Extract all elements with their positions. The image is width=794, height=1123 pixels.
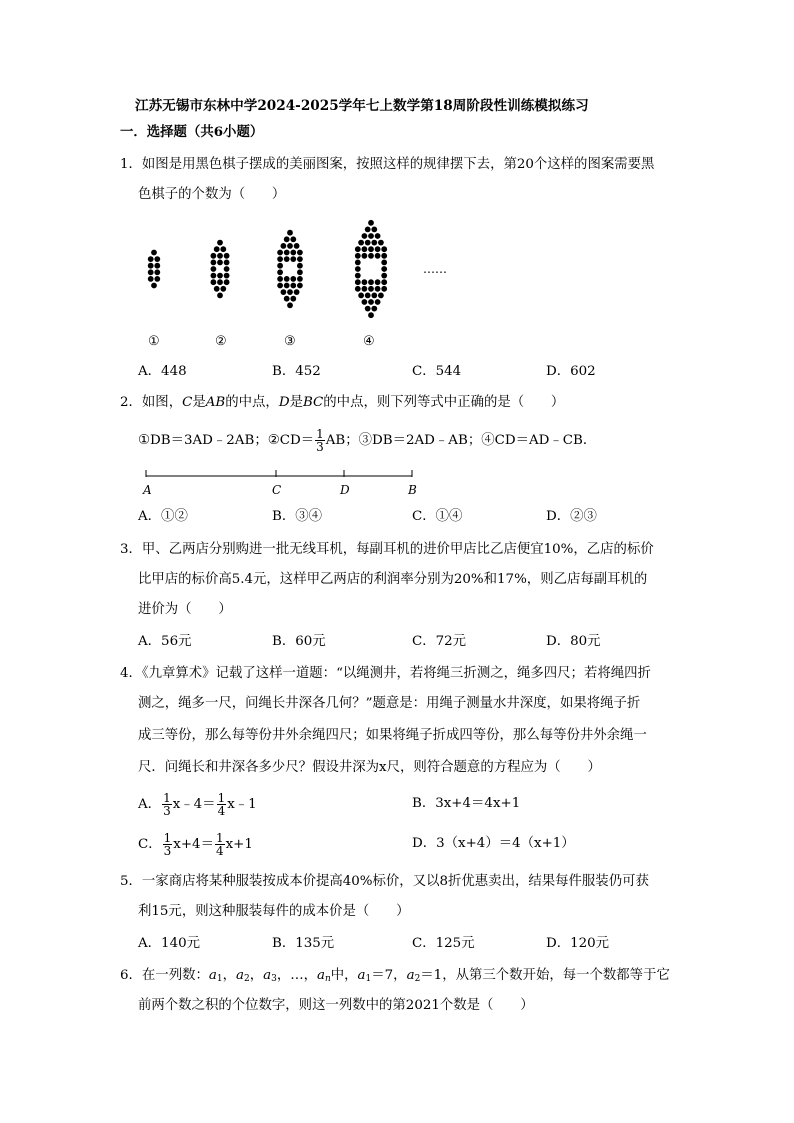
comma: ， — [222, 968, 236, 983]
chess-piece-dot — [277, 276, 283, 282]
q2-point-d: D — [278, 395, 290, 410]
q5-option-c: C．125元 — [412, 936, 475, 951]
chess-piece-dot — [375, 286, 381, 292]
chess-piece-dot — [290, 283, 296, 289]
q2-line-figure — [140, 464, 430, 500]
q2-part: 的中点， — [225, 395, 279, 410]
chess-piece-dot — [368, 220, 374, 226]
q2-option-b: B．③④ — [272, 509, 323, 524]
point-label-c: C — [272, 483, 282, 497]
page-title: 江苏无锡市东林中学2024-2025学年七上数学第18周阶段性训练模拟练习 — [135, 98, 589, 114]
chess-piece-dot — [355, 279, 361, 285]
q4-a-frac2 — [217, 792, 227, 817]
q2-segment-ab: AB — [205, 395, 226, 410]
chess-piece-dot — [375, 279, 381, 285]
chess-piece-dot — [290, 296, 296, 302]
chess-piece-dot — [154, 276, 160, 282]
q2-option-d: D．②③ — [546, 509, 597, 524]
chess-piece-dot — [214, 246, 220, 252]
chess-piece-dot — [284, 283, 290, 289]
sub-1: 1 — [216, 974, 223, 984]
chess-piece-dot — [375, 246, 381, 252]
q3-option-b: B．60元 — [272, 634, 326, 649]
chess-piece-dot — [224, 266, 230, 272]
chess-piece-dot — [287, 302, 293, 308]
comma: ， — [276, 968, 291, 983]
frac-denominator: 3 — [163, 844, 172, 858]
sub-2: 2 — [243, 974, 250, 984]
fig-label-4: ④ — [363, 334, 375, 349]
frac-denominator: 3 — [316, 440, 324, 454]
opt-mid: x+4＝ — [173, 837, 214, 852]
frac-numerator: 1 — [215, 831, 224, 845]
q5-option-b: B．135元 — [272, 936, 335, 951]
chess-piece-dot — [217, 253, 223, 259]
fig-label-1: ① — [148, 334, 160, 349]
chess-piece-dot — [224, 273, 230, 279]
chess-piece-dot — [381, 260, 387, 266]
q2-option-a: A．①② — [138, 509, 188, 524]
chess-piece-dot — [375, 253, 381, 259]
q1-option-c: C．544 — [412, 364, 462, 379]
q6-part: 6．在一列数： — [120, 968, 209, 983]
chess-piece-dot — [381, 279, 387, 285]
chess-piece-dot — [297, 263, 303, 269]
q2-point-c: C — [182, 395, 193, 410]
chess-piece-dot — [297, 283, 303, 289]
q2-part: 2．如图， — [120, 395, 183, 410]
frac-numerator: 1 — [163, 791, 171, 805]
chess-piece-dot — [224, 279, 230, 285]
chess-piece-dot — [220, 246, 226, 252]
q1-option-a: A．448 — [138, 364, 187, 379]
chess-piece-dot — [148, 276, 154, 282]
chess-piece-dot — [154, 256, 160, 262]
q4-text-line2: 测之，绳多一尺，问绳长井深各几何？”题意是：用绳子测量水井深度，如果将绳子折 — [138, 696, 641, 711]
chess-piece-dot — [365, 240, 371, 246]
chess-piece-dot — [381, 273, 387, 279]
chess-piece-dot — [224, 253, 230, 259]
chess-piece-dot — [277, 250, 283, 256]
q5-option-d: D．120元 — [546, 936, 610, 951]
point-label-d: D — [340, 483, 350, 497]
chess-piece-dot — [281, 289, 287, 295]
frac-numerator: 1 — [163, 831, 172, 845]
q3-option-c: C．72元 — [412, 634, 467, 649]
chess-piece-dot — [355, 246, 361, 252]
chess-piece-dot — [371, 227, 377, 233]
chess-piece-dot — [381, 246, 387, 252]
q3-option-a: A．56元 — [138, 634, 192, 649]
chess-piece-dot — [151, 250, 157, 256]
chess-piece-dot — [378, 240, 384, 246]
chess-piece-dot — [371, 240, 377, 246]
q4-text-line4: 尺．问绳长和井深各多少尺？假设井深为x尺，则符合题意的方程应为（ ） — [138, 760, 601, 775]
q4-option-b: B．3x+4＝4x+1 — [412, 796, 521, 811]
chess-piece-dot — [358, 293, 364, 299]
q4-c-frac2 — [215, 832, 225, 857]
opt-prefix: A． — [138, 797, 162, 812]
chess-piece-dot — [290, 236, 296, 242]
q2-eq-part1: ①DB＝3AD﹣2AB；②CD＝ — [138, 433, 315, 448]
chess-piece-dot — [355, 273, 361, 279]
frac-denominator: 4 — [215, 844, 224, 858]
comma: ， — [303, 968, 317, 983]
q4-text-line3: 成三等份，那么每等份井外余绳四尺；如果将绳子折成四等份，那么每等份井外余绳一 — [138, 728, 647, 743]
chess-piece-dot — [371, 306, 377, 312]
chess-piece-dot — [362, 286, 368, 292]
chess-piece-dot — [294, 289, 300, 295]
chess-piece-dot — [217, 293, 223, 299]
chess-piece-dot — [277, 283, 283, 289]
opt-end: x﹣1 — [227, 797, 257, 812]
chess-piece-dot — [297, 256, 303, 262]
q6-eq7: ＝7， — [371, 968, 407, 983]
chess-piece-dot — [368, 299, 374, 305]
q3-option-d: D．80元 — [546, 634, 601, 649]
chess-piece-dot — [368, 233, 374, 239]
chess-piece-dot — [294, 243, 300, 249]
comma: ， — [249, 968, 264, 983]
chess-piece-dot — [365, 293, 371, 299]
chess-piece-dot — [371, 293, 377, 299]
q4-option-c — [138, 832, 253, 857]
sub-3: 3 — [271, 974, 277, 984]
chess-piece-dot — [284, 296, 290, 302]
chess-piece-dot — [217, 273, 223, 279]
section-heading: 一．选择题（共6小题） — [120, 124, 264, 140]
chess-piece-dot — [154, 269, 160, 275]
q2-part: 是 — [192, 395, 206, 410]
chess-piece-dot — [220, 286, 226, 292]
chess-piece-dot — [287, 289, 293, 295]
var-a: a — [235, 968, 244, 983]
q2-eq-part2: AB；③DB＝2AD﹣AB；④CD＝AD﹣CB． — [325, 433, 597, 448]
frac-numerator: 1 — [217, 791, 226, 805]
chess-piece-dot — [381, 253, 387, 259]
q5-text-line1: 5．一家商店将某种服装按成本价提高40%标价，又以8折优惠卖出，结果每件服装仍可获 — [120, 874, 649, 889]
chess-piece-dot — [362, 246, 368, 252]
sub-1: 1 — [365, 974, 372, 984]
var-a: a — [316, 968, 325, 983]
chess-piece-dot — [355, 266, 361, 272]
dots: … — [290, 968, 304, 983]
q4-a-frac1 — [162, 792, 172, 817]
chess-piece-dot — [297, 276, 303, 282]
chess-piece-dot — [368, 312, 374, 318]
q3-text-line3: 进价为（ ） — [138, 602, 232, 617]
chess-piece-dot — [290, 256, 296, 262]
pattern-ellipsis: …… — [423, 262, 447, 276]
chess-piece-dot — [378, 293, 384, 299]
chess-piece-dot — [214, 286, 220, 292]
chess-piece-dot — [355, 253, 361, 259]
chess-piece-dot — [287, 243, 293, 249]
point-label-b: B — [408, 483, 417, 497]
chess-piece-dot — [358, 240, 364, 246]
q6-part: 中， — [330, 968, 358, 983]
q3-text-line2: 比甲店的标价高5.4元，这样甲乙两店的利润率分别为20%和17%，则乙店每副耳机的 — [138, 572, 648, 587]
fig-label-2: ② — [215, 334, 227, 349]
q6-text-line1 — [120, 966, 670, 989]
chess-piece-dot — [362, 299, 368, 305]
chess-piece-dot — [211, 273, 217, 279]
chess-piece-dot — [284, 250, 290, 256]
chess-piece-dot — [217, 260, 223, 266]
chess-piece-dot — [368, 279, 374, 285]
q2-segment-bc: BC — [302, 395, 324, 410]
point-label-a: A — [143, 483, 152, 497]
chess-piece-dot — [277, 269, 283, 275]
chess-piece-dot — [211, 266, 217, 272]
chess-piece-dot — [217, 279, 223, 285]
opt-mid: x﹣4＝ — [172, 797, 216, 812]
q5-option-a: A．140元 — [138, 936, 201, 951]
chess-piece-dot — [211, 260, 217, 266]
pattern-dots — [148, 220, 387, 318]
sub-2: 2 — [414, 974, 421, 984]
q5-text-line2: 利15元，则这种服装每件的成本价是（ ） — [138, 904, 410, 919]
q1-option-b: B．452 — [272, 364, 321, 379]
chess-piece-dot — [151, 283, 157, 289]
chess-piece-dot — [355, 286, 361, 292]
chess-piece-dot — [211, 279, 217, 285]
frac-denominator: 4 — [217, 804, 226, 818]
opt-prefix: C． — [138, 837, 162, 852]
fig-label-3: ③ — [284, 334, 296, 349]
chess-piece-dot — [277, 263, 283, 269]
chess-piece-dot — [290, 276, 296, 282]
chess-piece-dot — [211, 253, 217, 259]
chess-piece-dot — [287, 230, 293, 236]
chess-piece-dot — [365, 306, 371, 312]
chess-piece-dot — [284, 256, 290, 262]
q2-part: 是 — [289, 395, 303, 410]
chess-piece-dot — [368, 286, 374, 292]
opt-end: x+1 — [225, 837, 253, 852]
q1-text-line2: 色棋子的个数为（ ） — [138, 187, 286, 202]
chess-piece-dot — [148, 256, 154, 262]
chess-piece-dot — [284, 276, 290, 282]
q2-text-line1 — [120, 393, 564, 413]
q2-equations — [138, 428, 596, 453]
chess-piece-dot — [154, 263, 160, 269]
chess-piece-dot — [284, 236, 290, 242]
q4-text-line1: 4．《九章算术》记载了这样一道题：“以绳测井，若将绳三折测之，绳多四尺；若将绳四折 — [120, 666, 651, 681]
chess-piece-dot — [375, 299, 381, 305]
sub-n: n — [324, 974, 331, 984]
q1-text-line1: 1．如图是用黑色棋子摆成的美丽图案，按照这样的规律摆下去，第20个这样的图案需要黑 — [120, 157, 655, 172]
chess-piece-dot — [148, 269, 154, 275]
chess-piece-dot — [148, 263, 154, 269]
q4-option-d: D．3（x+4）＝4（x+1） — [412, 836, 575, 851]
q6-eq1: ＝1，从第三个数开始，每一个数都等于它 — [420, 968, 670, 983]
chess-piece-dot — [368, 253, 374, 259]
q4-option-a — [138, 792, 257, 817]
chess-piece-dot — [381, 286, 387, 292]
q2-part: 的中点，则下列等式中正确的是（ ） — [323, 395, 565, 410]
q2-option-c: C．①④ — [412, 509, 463, 524]
chess-piece-dot — [281, 243, 287, 249]
chess-piece-dot — [277, 256, 283, 262]
var-a: a — [357, 968, 366, 983]
var-a: a — [263, 968, 272, 983]
chess-piece-dot — [381, 266, 387, 272]
q4-c-frac1 — [163, 832, 173, 857]
var-a: a — [208, 968, 217, 983]
chess-piece-dot — [224, 260, 230, 266]
frac-denominator: 3 — [163, 804, 171, 818]
chess-piece-dot — [217, 240, 223, 246]
chess-piece-dot — [362, 279, 368, 285]
q3-text-line1: 3．甲、乙两店分别购进一批无线耳机，每副耳机的进价甲店比乙店便宜10%，乙店的标价 — [120, 542, 654, 557]
chess-piece-dot — [362, 253, 368, 259]
chess-piece-dot — [297, 250, 303, 256]
q6-text-line2: 前两个数之积的个位数字，则这一列数中的第2021个数是（ ） — [138, 998, 534, 1013]
frac-numerator: 1 — [316, 427, 324, 441]
chess-piece-dot — [355, 260, 361, 266]
chess-piece-dot — [368, 246, 374, 252]
q1-pattern-figure — [130, 205, 450, 333]
q1-option-d: D．602 — [546, 364, 596, 379]
chess-piece-dot — [297, 269, 303, 275]
chess-piece-dot — [362, 233, 368, 239]
chess-piece-dot — [375, 233, 381, 239]
q2-fraction — [315, 428, 325, 453]
var-a: a — [406, 968, 415, 983]
chess-piece-dot — [365, 227, 371, 233]
chess-piece-dot — [290, 250, 296, 256]
